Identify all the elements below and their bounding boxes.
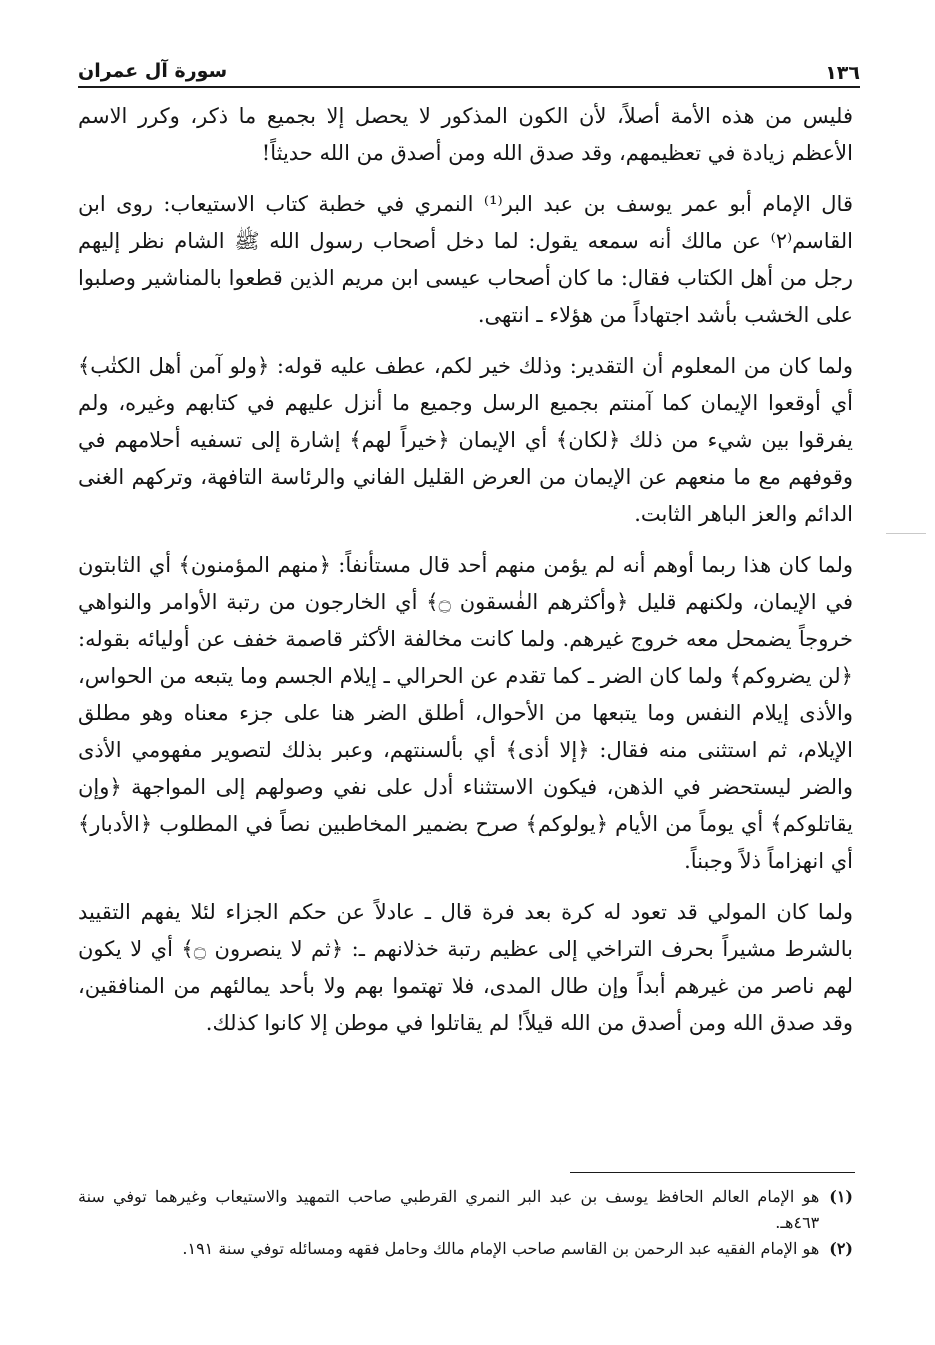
paragraph-1: فليس من هذه الأمة أصلاً، لأن الكون المذكور لا يحصل إلا بجميع ما ذكر، وكرر الاسم الأعظم زيادة في تعظيمهم، وقد صدق الله ومن أصدق من الله حديثاً! bbox=[78, 104, 853, 165]
footnote-text: هو الإمام العالم الحافظ يوسف بن عبد البر النمري القرطبي صاحب التمهيد والاستيعاب وغيرهما توفي سنة ٤٦٣هـ. bbox=[78, 1187, 820, 1232]
footnote-divider bbox=[570, 1172, 855, 1173]
footnote-number: (٢) bbox=[829, 1239, 853, 1258]
paragraph-5: ولما كان المولي قد تعود له كرة بعد فرة قال ـ عادلاً عن حكم الجزاء لئلا يفهم التقييد بالشرط مشيراً بحرف التراخي إلى عظيم رتبة خذلانهم ـ: ﴿ثم لا ينصرون ۝﴾ أي لا يكون لهم ناصر من غيرهم أبداً وإن طال المدى، فلا تهتموا بهم ولا بأحد يمالئهم من المنافقين، وقد صدق الله ومن أصدق من الله قيلاً! لم يقاتلوا في موطن إلا كانوا كذلك. bbox=[78, 900, 853, 1035]
header-divider bbox=[78, 86, 860, 88]
page-number: ١٣٦ bbox=[825, 62, 860, 84]
footnotes bbox=[78, 1184, 853, 1262]
surah-title: سورة آل عمران bbox=[78, 60, 228, 82]
footnote-number: (١) bbox=[829, 1187, 853, 1206]
footnote-2 bbox=[78, 1236, 853, 1262]
margin-mark bbox=[886, 533, 926, 534]
paragraph-3: ولما كان من المعلوم أن التقدير: وذلك خير لكم، عطف عليه قوله: ﴿ولو آمن أهل الكتٰب﴾ أي أوقعوا الإيمان كما آمنتم بجميع الرسل وجميع ما أنزل عليهم في كتابهم وغيره، ولم يفرقوا بين شيء من ذلك ﴿لكان﴾ أي الإيمان ﴿خيراً لهم﴾ إشارة إلى تسفيه أحلامهم في وقوفهم مع ما منعهم عن الإيمان من العرض القليل الفاني والرئاسة التافهة، وتركهم الغنى الدائم والعز الباهر الثابت. bbox=[78, 354, 853, 526]
paragraph-4: ولما كان هذا ربما أوهم أنه لم يؤمن منهم أحد قال مستأنفاً: ﴿منهم المؤمنون﴾ أي الثابتون في الإيمان، ولكنهم قليل ﴿وأكثرهم الفٰسقون ۝﴾ أي الخارجون من رتبة الأوامر والنواهي خروجاً يضمحل معه خروج غيرهم. ولما كانت مخالفة الأكثر قاصمة خفف عن أوليائه بقوله: ﴿لن يضروكم﴾ ولما كان الضر ـ كما تقدم عن الحرالي ـ إيلام الجسم وما يتبعه من الحواس، والأذى إيلام النفس وما يتبعها من الأحوال، أطلق الضر هنا على جزء معناه وهو مطلق الإيلام، ثم استثنى منه فقال: ﴿إلا أذى﴾ أي بألسنتهم، وعبر بذلك لتصوير مفهومي الأذى والضر ليستحضر في الذهن، فيكون الاستثناء أدل على نفي وصولهم إلى المواجهة ﴿وإن يقاتلوكم﴾ أي يوماً من الأيام ﴿يولوكم﴾ صرح بضمير المخاطبين نصاً في المطلوب ﴿الأدبار﴾ أي انهزاماً ذلاً وجبناً. bbox=[78, 553, 853, 873]
page-header bbox=[78, 48, 860, 88]
paragraph-2: قال الإمام أبو عمر يوسف بن عبد البر⁽¹⁾ النمري في خطبة كتاب الاستيعاب: روى ابن القاسم⁽٢⁾ عن مالك أنه سمعه يقول: لما دخل أصحاب رسول الله ﷺ الشام نظر إليهم رجل من أهل الكتاب فقال: ما كان أصحاب عيسى ابن مريم الذين قطعوا بالمناشير وصلبوا على الخشب بأشد اجتهاداً من هؤلاء ـ انتهى. bbox=[78, 192, 853, 327]
main-text bbox=[78, 98, 853, 1056]
footnote-text: هو الإمام الفقيه عبد الرحمن بن القاسم صاحب الإمام مالك وحامل فقهه ومسائله توفي سنة ١٩١. bbox=[182, 1239, 820, 1258]
footnote-1 bbox=[78, 1184, 853, 1236]
